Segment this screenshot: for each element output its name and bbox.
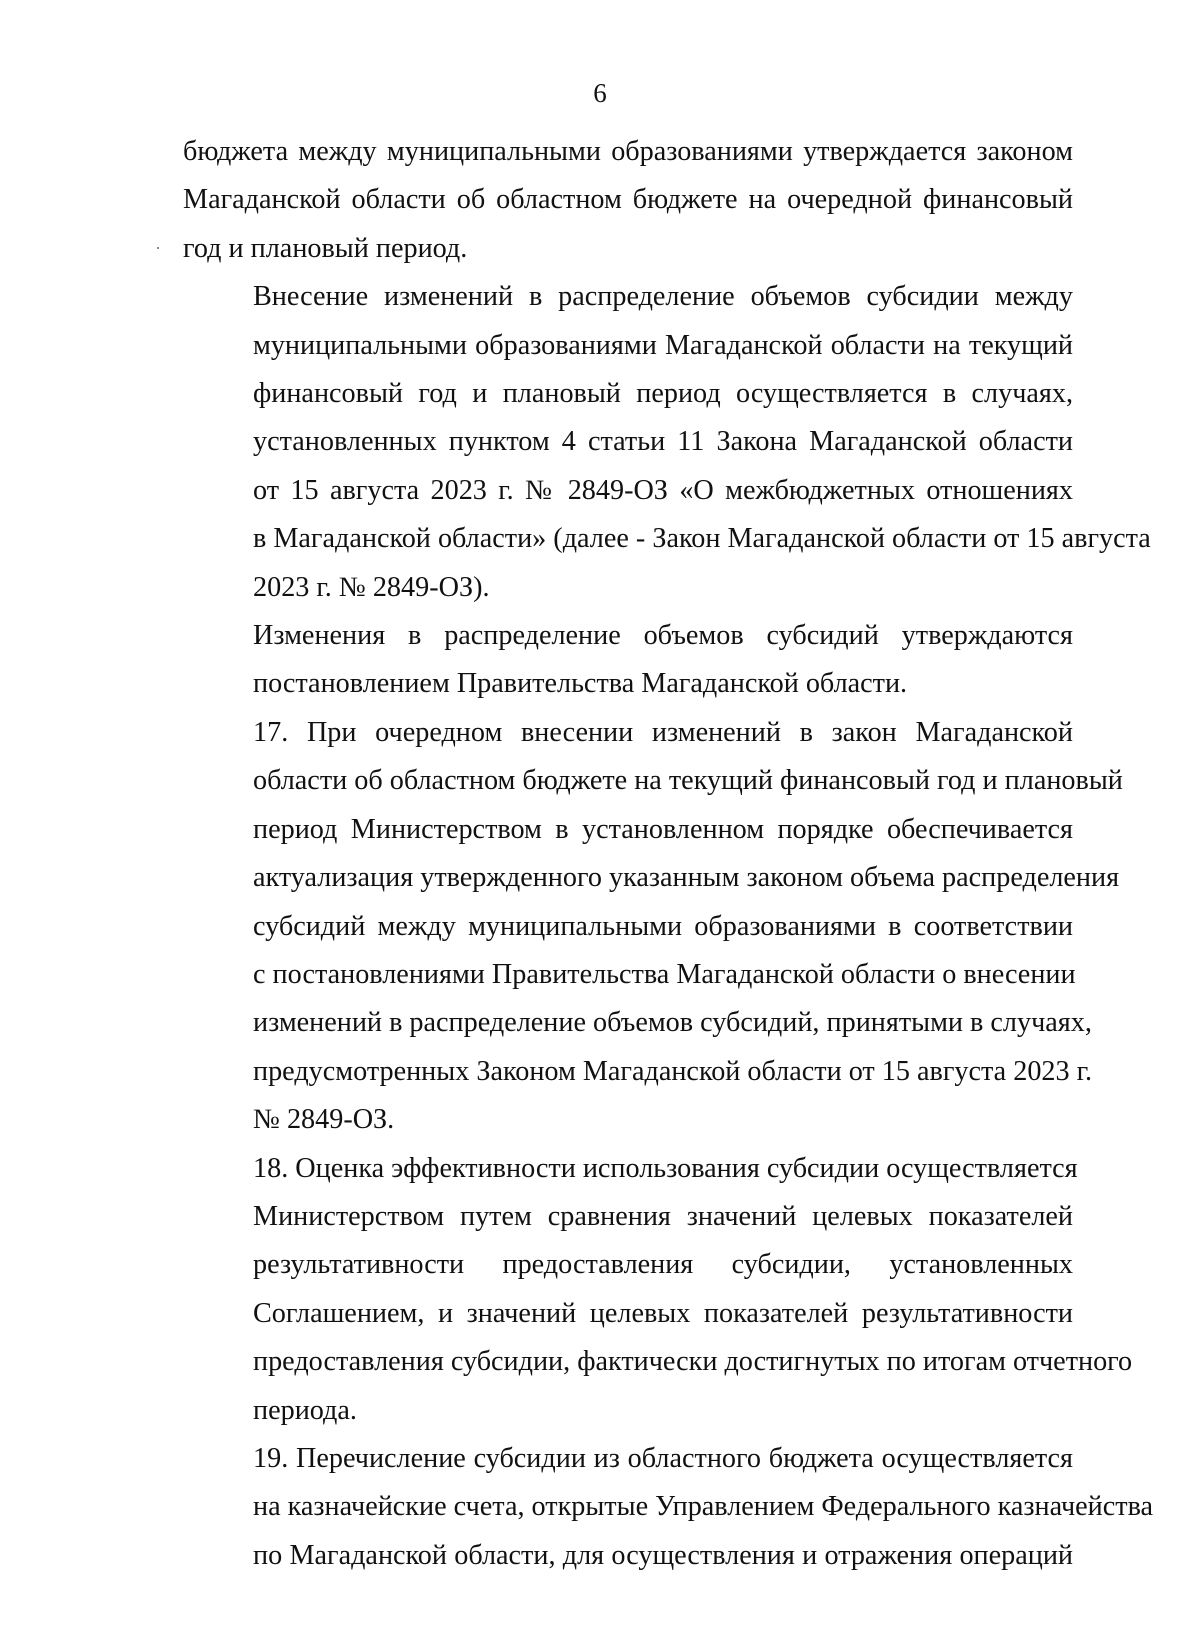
text-line: предусмотренных Законом Магаданской области от 15 августа 2023 г. xyxy=(253,1055,1093,1087)
text-line: в Магаданской области» (далее - Закон Магаданской области от 15 августа xyxy=(253,523,1151,555)
text-line: бюджета между муниципальными образованиями утверждается законом xyxy=(183,136,1073,167)
text-line: 2023 г. № 2849-ОЗ). xyxy=(253,571,490,603)
text-line: актуализация утвержденного указанным законом объема распределения xyxy=(253,862,1120,894)
paragraph xyxy=(183,1145,1133,1435)
text-line: предоставления субсидии, фактически достигнутых по итогам отчетного xyxy=(253,1346,1133,1378)
text-line: муниципальными образованиями Магаданской области на текущий xyxy=(253,329,1073,361)
scan-speck xyxy=(157,247,159,249)
text-line: субсидий между муниципальными образованиями в соответствии xyxy=(253,910,1073,942)
text-line: результативности предоставления субсидии, установленных xyxy=(253,1249,1073,1281)
text-line: Магаданской области об областном бюджете на очередной финансовый xyxy=(183,184,1073,216)
text-line: Министерством путем сравнения значений целевых показателей xyxy=(253,1200,1073,1232)
paragraph xyxy=(183,273,1151,612)
text-line: период Министерством в установленном порядке обеспечивается xyxy=(253,813,1073,845)
text-line: № 2849-ОЗ. xyxy=(253,1104,395,1136)
paragraph xyxy=(183,128,1073,273)
text-line: Соглашением, и значений целевых показателей результативности xyxy=(253,1297,1073,1329)
text-line: 19. Перечисление субсидии из областного бюджета осуществляется xyxy=(253,1442,1073,1474)
text-line: изменений в распределение объемов субсидий, принятыми в случаях, xyxy=(253,1007,1092,1039)
text-line: 18. Оценка эффективности использования субсидии осуществляется xyxy=(253,1152,1078,1184)
text-line: 17. При очередном внесении изменений в закон Магаданской xyxy=(253,716,1073,748)
page-number: 6 xyxy=(593,78,607,108)
text-line: области об областном бюджете на текущий финансовый год и плановый xyxy=(253,765,1123,797)
paragraph xyxy=(183,1435,1154,1580)
text-line: финансовый год и плановый период осуществляется в случаях, xyxy=(253,378,1073,410)
paragraph xyxy=(183,612,1073,709)
text-line: Внесение изменений в распределение объемов субсидии между xyxy=(253,281,1073,313)
text-line: установленных пунктом 4 статьи 11 Закона Магаданской области xyxy=(253,426,1073,458)
text-line: периода. xyxy=(253,1394,357,1426)
text-line: от 15 августа 2023 г. № 2849-ОЗ «О межбюджетных отношениях xyxy=(253,474,1073,506)
text-line: с постановлениями Правительства Магаданской области о внесении xyxy=(253,958,1076,990)
text-line: по Магаданской области, для осуществления и отражения операций xyxy=(253,1539,1073,1571)
text-line: год и плановый период. xyxy=(183,232,468,264)
text-line: на казначейские счета, открытые Управлением Федерального казначейства xyxy=(253,1491,1154,1523)
text-line: Изменения в распределение объемов субсидий утверждаются xyxy=(253,620,1073,652)
document-body xyxy=(183,128,1154,1580)
text-line: постановлением Правительства Магаданской области. xyxy=(253,668,908,700)
paragraph xyxy=(183,709,1123,1145)
